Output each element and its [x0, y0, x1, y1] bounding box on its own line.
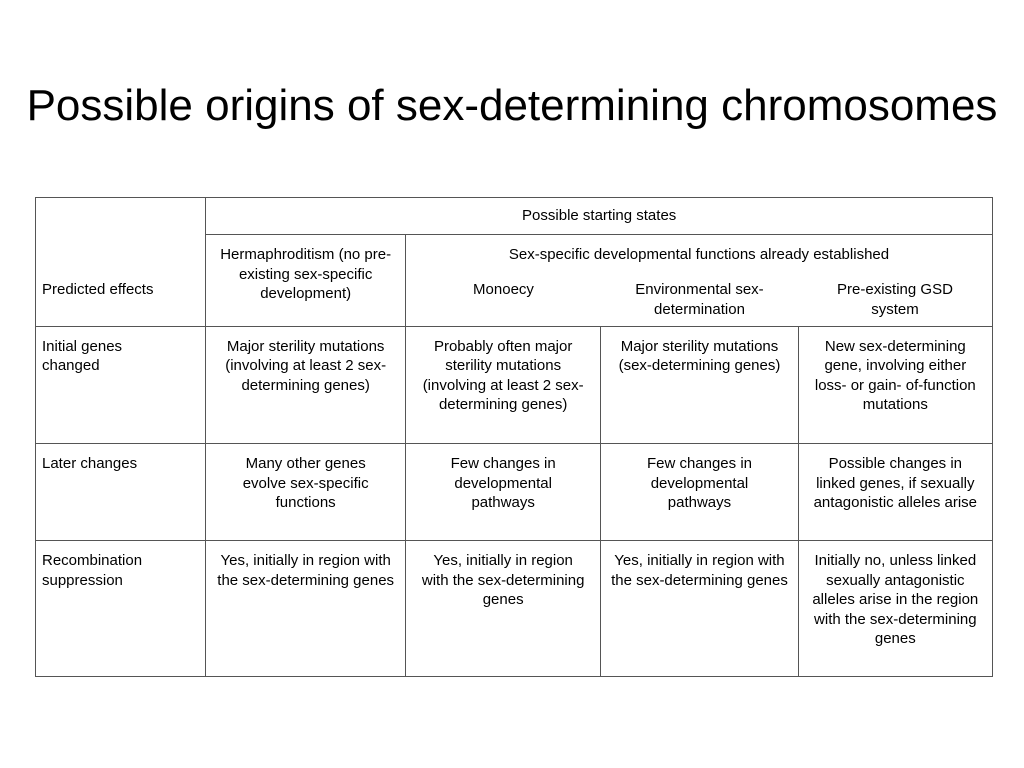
table-row: [36, 541, 993, 677]
origins-table: [35, 197, 993, 677]
starting-states-header: [206, 198, 993, 235]
table-cell: Few changes in developmental pathways: [405, 444, 600, 541]
column-header-environmental: [601, 272, 798, 319]
column-label: Monoecy: [473, 281, 534, 299]
row-label: Recombination suppression: [36, 541, 206, 677]
table-cell: Yes, initially in region with the sex-determining genes: [601, 541, 798, 677]
table-cell: Initially no, unless linked sexually antagonistic alleles arise in the region with the sex-determining genes: [798, 541, 992, 677]
table-row: [36, 326, 993, 443]
column-header-hermaphroditism: [206, 235, 406, 326]
table-cell: New sex-determining gene, involving either loss- or gain- of-function mutations: [798, 326, 992, 443]
table-cell: Possible changes in linked genes, if sexually antagonistic alleles arise: [798, 444, 992, 541]
table-cell: Probably often major sterility mutations (involving at least 2 sex-determining genes): [405, 326, 600, 443]
table-cell: Yes, initially in region with the sex-determining genes: [206, 541, 406, 677]
established-subcolumns: [406, 272, 992, 319]
column-header-gsd: [798, 272, 992, 319]
starting-states-label: Possible starting states: [522, 207, 677, 225]
table-cell: Few changes in developmental pathways: [601, 444, 798, 541]
table-cell: Yes, initially in region with the sex-determining genes: [405, 541, 600, 677]
predicted-effects-label: Predicted effects: [42, 281, 154, 299]
row-label: Initial genes changed: [36, 326, 206, 443]
established-header-group: [405, 235, 992, 326]
table-cell: Many other genes evolve sex-specific functions: [206, 444, 406, 541]
table-row: [36, 444, 993, 541]
header-row-top: [36, 198, 993, 235]
established-label: Sex-specific developmental functions already established: [508, 246, 890, 264]
row-label: Later changes: [36, 444, 206, 541]
table-cell: Major sterility mutations (sex-determining genes): [601, 326, 798, 443]
column-label: Environmental sex-determination: [635, 281, 764, 318]
column-label: Pre-existing GSD system: [837, 281, 953, 318]
column-label: Hermaphroditism (no pre-existing sex-specific development): [220, 246, 392, 303]
slide-title: Possible origins of sex-determining chromosomes: [26, 81, 998, 130]
column-header-monoecy: [406, 272, 601, 319]
table-cell: Major sterility mutations (involving at least 2 sex-determining genes): [206, 326, 406, 443]
predicted-effects-header: [36, 198, 206, 327]
